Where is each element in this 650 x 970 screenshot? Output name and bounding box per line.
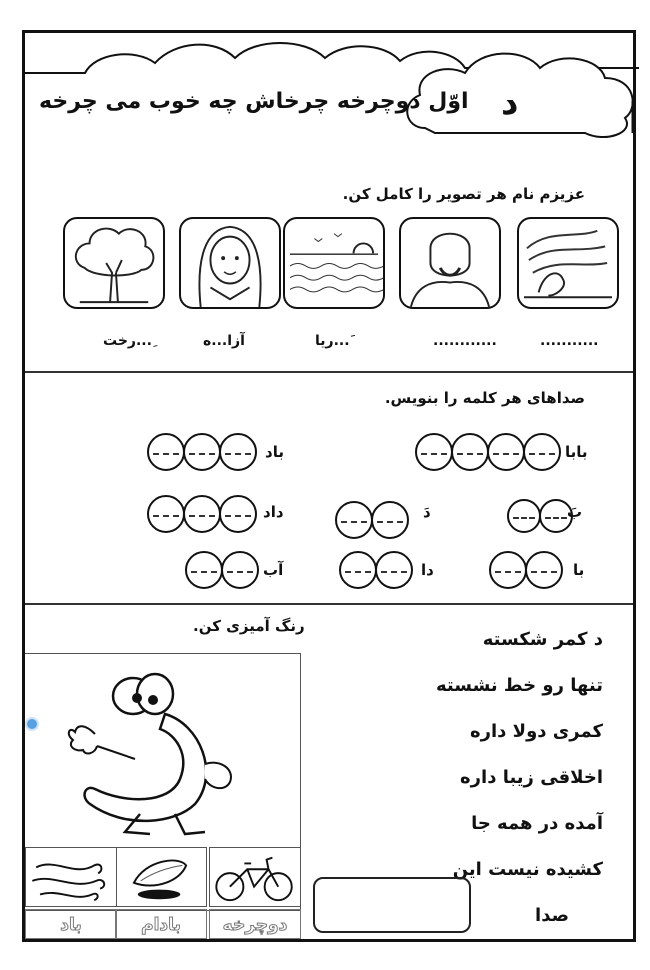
fill-tree[interactable]: ِ...رخت [103,333,152,349]
picture-bicycle [209,847,301,907]
fill-man[interactable]: ............ [433,333,497,349]
word-da: دا [421,561,434,579]
picture-wind-swirl [25,847,117,907]
tree-icon [65,219,163,307]
picture-tree [63,217,165,309]
poem-line-4: اخلاقی زیبا داره [460,767,603,788]
instruction-write-sounds: صداهای هر کلمه را بنویس. [384,389,585,407]
picture-man [399,217,501,309]
instruction-complete-names: عزیزم نام هر تصویر را کامل کن. [342,185,585,203]
poem-line-6: کشیده نیست این [452,859,603,880]
wind-swirl-icon [26,848,116,906]
letter-dal: د [501,83,519,123]
sound-boxes-ba-fatha[interactable] [509,499,573,533]
sound-boxes-bad[interactable] [149,433,257,471]
wind-icon [519,219,617,307]
picture-wind [517,217,619,309]
sound-boxes-dad[interactable] [149,495,257,533]
word-ba: با [573,561,585,579]
sound-boxes-baba[interactable] [417,433,561,471]
instruction-coloring: رنگ آمیزی کن. [193,617,305,635]
sound-boxes-ab[interactable] [187,551,259,589]
word-da-fatha: دَ [423,503,431,521]
poem-line-5: آمده در همه جا [471,813,603,834]
fill-girl[interactable]: آزا...ه [203,333,245,349]
almond-icon [116,848,206,906]
section-divider [25,371,633,373]
fill-wind[interactable]: ........... [540,333,599,349]
label-wind: باد [25,909,117,939]
label-bicycle: دوچرخه [209,909,301,939]
edit-handle-icon[interactable] [25,717,39,731]
dal-character-icon [25,654,301,844]
word-dad: داد [263,503,284,521]
bicycle-icon [210,848,300,906]
sound-boxes-da-fatha[interactable] [337,501,409,539]
poem-line-7: صدا [535,905,569,926]
picture-girl [179,217,281,309]
word-baba: بابا [565,443,588,461]
word-bad: باد [265,443,284,461]
word-ba-fatha: بَ [567,503,583,521]
page-title: اوّل دوچرخه چرخاش چه خوب می چرخه [39,89,469,114]
poem-line-1: د کمر شکسته [482,629,603,650]
sound-boxes-da[interactable] [341,551,413,589]
cloud-header [25,33,639,143]
picture-sea [283,217,385,309]
fill-sea[interactable]: َ...ریا [315,333,350,349]
girl-icon [181,219,279,307]
answer-box[interactable] [313,877,471,933]
sound-boxes-ba[interactable] [491,551,563,589]
worksheet [22,30,636,942]
sea-icon [285,219,383,307]
label-almond: بادام [115,909,207,939]
poem-line-2: تنها رو خط نشسته [435,675,603,696]
poem-line-3: کمری دولا داره [470,721,603,742]
word-ab: آب [263,561,284,579]
picture-almond [115,847,207,907]
man-icon [401,219,499,307]
section-divider-2 [25,603,633,605]
